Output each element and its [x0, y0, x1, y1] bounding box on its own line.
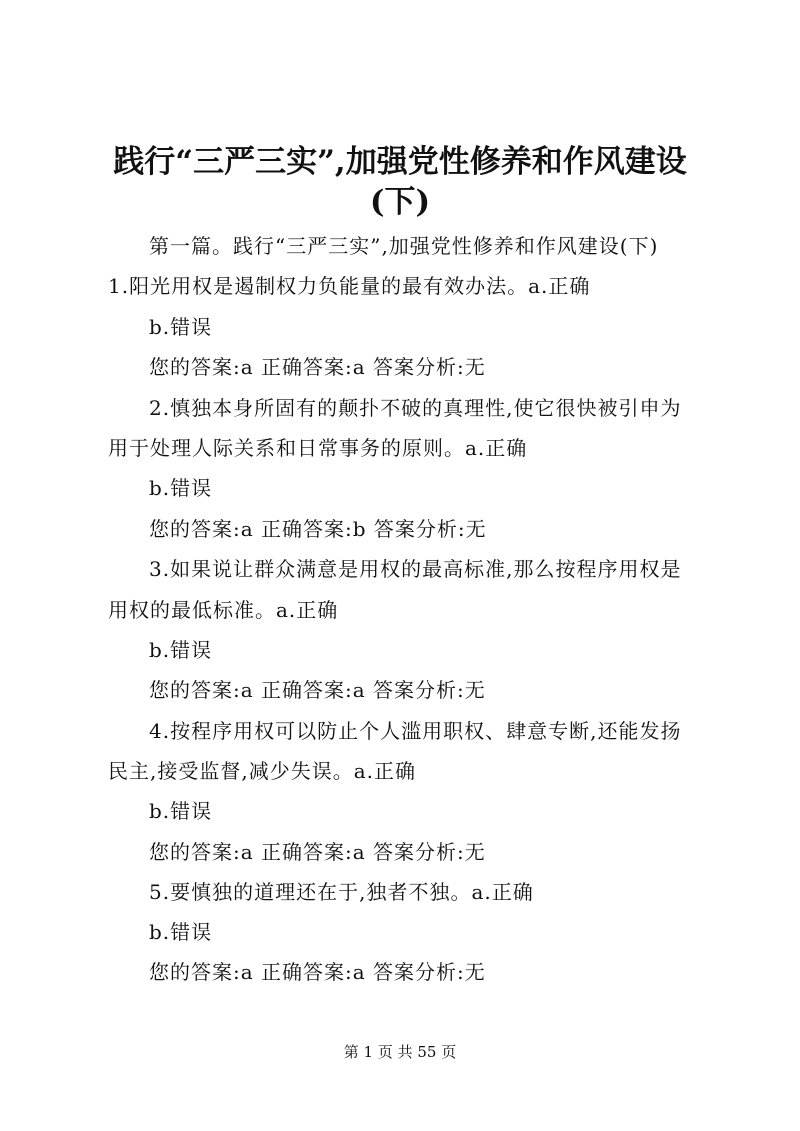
question-4-text: 4.按程序用权可以防止个人滥用职权、肆意专断,还能发扬 [149, 719, 682, 743]
section-heading: 第一篇。践行“三严三实”,加强党性修养和作风建设(下) [149, 234, 659, 258]
question-1-text: 1.阳光用权是遏制权力负能量的最有效办法。a.正确 [108, 274, 591, 298]
question-3-text-continued: 用权的最低标准。a.正确 [108, 598, 339, 622]
question-2-text-continued: 用于处理人际关系和日常事务的原则。a.正确 [108, 436, 528, 460]
question-2-option-b: b.错误 [149, 476, 213, 500]
question-4-option-b: b.错误 [149, 799, 213, 823]
question-3-option-b: b.错误 [149, 638, 213, 662]
document-title-line-1: 践行“三严三实”,加强党性修养和作风建设 [113, 144, 687, 180]
page-number-footer: 第 1 页 共 55 页 [343, 1043, 457, 1061]
question-3-answer: 您的答案:a 正确答案:a 答案分析:无 [149, 678, 486, 702]
question-1-answer: 您的答案:a 正确答案:a 答案分析:无 [149, 355, 486, 379]
question-1-option-b: b.错误 [149, 315, 213, 339]
question-3-text: 3.如果说让群众满意是用权的最高标准,那么按程序用权是 [149, 557, 682, 581]
document-title-line-2: (下) [369, 184, 431, 220]
question-4-answer: 您的答案:a 正确答案:a 答案分析:无 [149, 840, 486, 864]
question-4-text-continued: 民主,接受监督,减少失误。a.正确 [108, 759, 416, 783]
question-2-text: 2.慎独本身所固有的颠扑不破的真理性,使它很快被引申为 [149, 396, 682, 420]
question-2-answer: 您的答案:a 正确答案:b 答案分析:无 [149, 517, 487, 541]
question-5-answer: 您的答案:a 正确答案:a 答案分析:无 [149, 960, 486, 984]
question-5-option-b: b.错误 [149, 920, 213, 944]
question-5-text: 5.要慎独的道理还在于,独者不独。a.正确 [149, 880, 534, 904]
